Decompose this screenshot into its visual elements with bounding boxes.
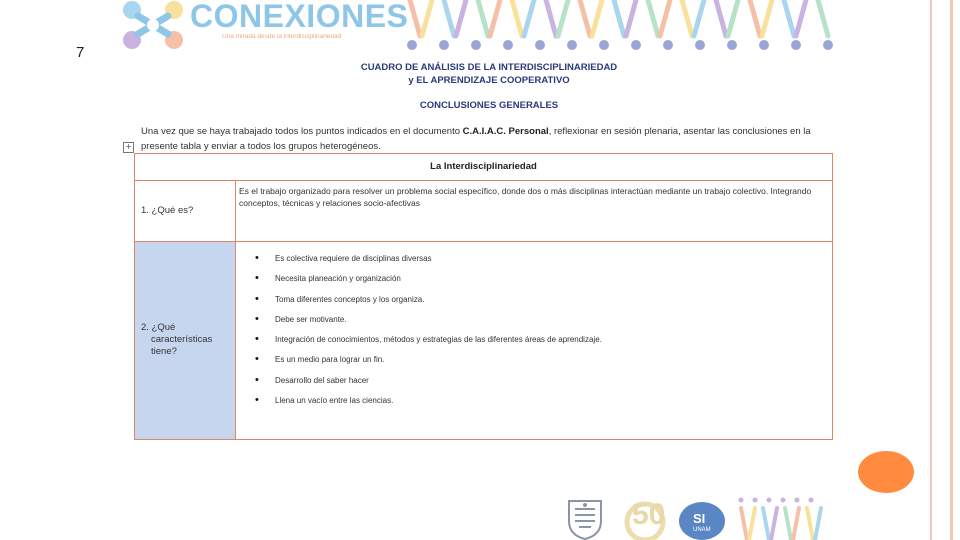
si-logo-text: SI	[693, 511, 706, 526]
question-2-line2: características	[151, 334, 213, 345]
fifty-years-text: 50	[632, 498, 666, 531]
conexiones-logo-icon	[118, 0, 188, 52]
question-2	[141, 322, 231, 358]
conclusions-table	[134, 153, 833, 440]
question-1: 1. ¿Qué es?	[141, 205, 194, 216]
characteristics-list	[255, 254, 602, 416]
footer-decorative-stripes	[735, 496, 830, 540]
list-item: • Toma diferentes conceptos y los organiza.	[255, 295, 602, 315]
unam-shield-icon	[565, 497, 605, 540]
answer-1: Es el trabajo organizado para resolver un problema social específico, donde dos o más disciplinas interactúan mediante un trabajo colectivo. Integrando conceptos, técnicas y relaciones socio-afectivas	[239, 186, 812, 208]
intro-text-start: Una vez que se haya trabajado todos los puntos indicados en el documento	[141, 126, 463, 137]
slide-right-border	[930, 0, 932, 540]
table-header: La Interdisciplinariedad	[135, 154, 832, 181]
list-item: • Es colectiva requiere de disciplinas diversas	[255, 254, 602, 274]
column-divider	[235, 180, 236, 439]
logo-title: CONEXIONES	[190, 0, 409, 34]
intro-paragraph	[141, 124, 831, 154]
slide-right-border-outer	[950, 0, 953, 540]
si-logo-subtext: UNAM	[693, 527, 711, 533]
accent-circle	[858, 451, 914, 493]
intro-text-bold: C.A.I.A.C. Personal	[462, 126, 549, 137]
decorative-stripes	[400, 0, 840, 56]
list-item: • Integración de conocimientos, métodos y estrategias de las diferentes áreas de aprendizaje.	[255, 335, 602, 355]
document-title: CUADRO DE ANÁLISIS DE LA INTERDISCIPLINARIEDAD	[360, 62, 618, 73]
document-subtitle: CONCLUSIONES GENERALES	[419, 100, 559, 111]
slide-number: 7	[76, 44, 85, 61]
list-item: • Necesita planeación y organización	[255, 274, 602, 294]
list-item: • Debe ser motivante.	[255, 315, 602, 335]
list-item: • Es un medio para lograr un fin.	[255, 355, 602, 375]
list-item: • Desarrollo del saber hacer	[255, 376, 602, 396]
table-move-handle-icon[interactable]: +	[123, 142, 134, 153]
logo-subtitle: Una mirada desde la interdisciplinariedad	[222, 33, 342, 40]
question-2-line1: 2. ¿Qué	[141, 322, 176, 333]
intro-text-end: , reflexionar en sesión plenaria, asentar las conclusiones en la presente tabla y enviar a todos los grupos heterogéneos.	[141, 126, 811, 152]
question-2-line3: tiene?	[151, 346, 177, 357]
list-item: • Llena un vacío entre las ciencias.	[255, 396, 602, 416]
document-title-line2: y EL APRENDIZAJE COOPERATIVO	[408, 75, 570, 86]
row-divider	[135, 241, 832, 242]
